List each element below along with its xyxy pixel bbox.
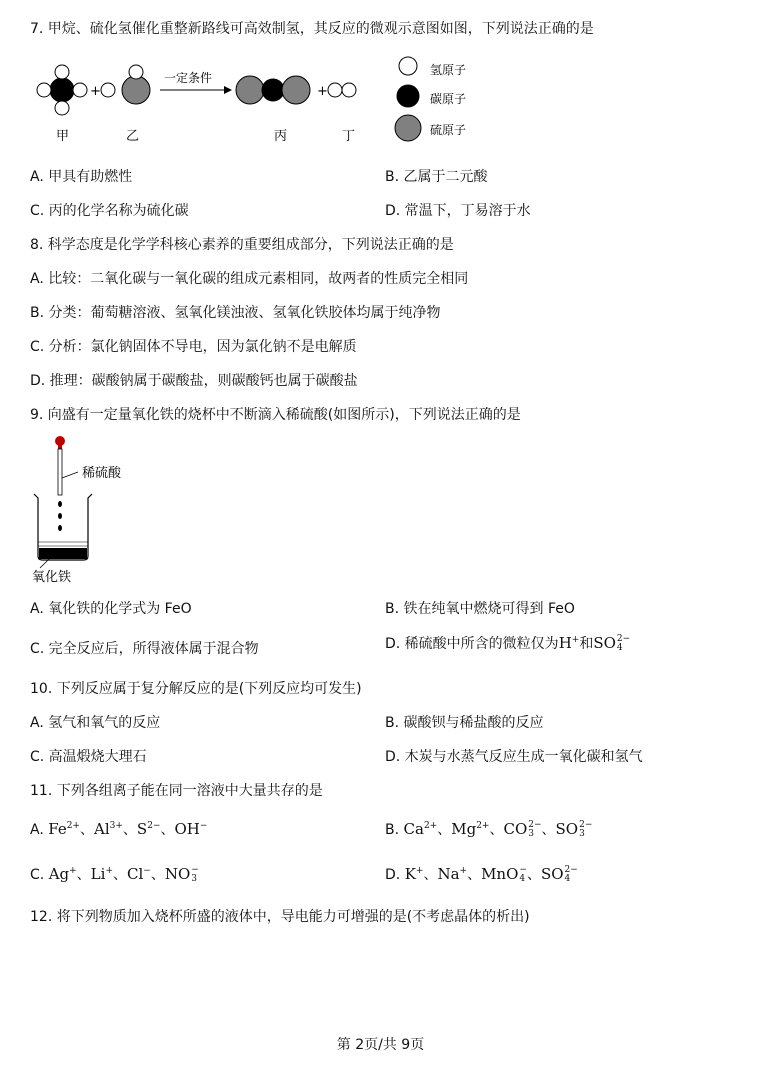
q8-stem: 8. 科学态度是化学学科核心素养的重要组成部分，下列说法正确的是 [30,237,454,253]
q8-option-a: A. 比较：二氧化碳与一氧化碳的组成元素相同，故两者的性质完全相同 [30,271,469,287]
separator: 、 [150,867,165,883]
molecule-bing [236,76,310,104]
label-ding: 丁 [342,129,356,144]
label-bing: 丙 [274,129,288,144]
separator: 、 [437,822,452,838]
q8-option-c: C. 分析：氯化钠固体不导电，因为氯化钠不是电解质 [30,339,357,355]
ion-formula: NO − 3 [164,865,199,884]
ion-formula: SO 2− 4 [540,865,578,884]
q10-option-a: A. 氢气和氧气的反应 [30,715,161,731]
q9-option-c: C. 完全反应后，所得液体属于混合物 [30,641,259,657]
ferric-oxide-solid [39,548,87,559]
option-label: C. [30,867,49,883]
molecule-yi [101,65,150,104]
q7-option-d: D. 常温下，丁易溶于水 [385,203,531,219]
ion-formula: Cl− [126,865,151,883]
ion-formula: CO 2− 3 [503,820,542,839]
q7-option-a: A. 甲具有助燃性 [30,169,133,185]
svg-text:硫原子: 硫原子 [430,123,467,137]
page-footer: 第 2页/共 9页 [336,1037,425,1053]
ion-formula: $Ca^{2+}$ [403,820,438,838]
q7-reaction-diagram [28,52,488,152]
q9-stem: 9. 向盛有一定量氧化铁的烧杯中不断滴入稀硫酸(如图所示)，下列说法正确的是 [30,407,521,423]
separator: 、 [467,867,482,883]
q11-stem: 11. 下列各组离子能在同一溶液中大量共存的是 [30,783,323,799]
q9-option-a: A. 氧化铁的化学式为 FeO [30,601,192,617]
svg-text:氢原子: 氢原子 [430,63,467,77]
ion-formula: $Mg^{2+}$ [451,820,490,838]
dropper-bulb [55,436,65,446]
separator: 、 [489,822,504,838]
q7-stem: 7. 甲烷、硫化氢催化重整新路线可高效制氢，其反应的微观示意图如图，下列说法正确的是 [30,21,594,37]
plus-sign-1: + [90,84,101,99]
svg-text:碳原子: 碳原子 [430,92,467,106]
q8-option-b: B. 分类：葡萄糖溶液、氢氧化镁浊液、氢氧化铁胶体均属于纯净物 [30,305,441,321]
q10-option-b: B. 碳酸钡与稀盐酸的反应 [385,715,544,731]
q7-option-b: B. 乙属于二元酸 [385,169,488,185]
q9-beaker-diagram [28,434,188,586]
q11-option-b [385,819,592,839]
ion-formula: K+ [404,865,424,883]
acid-label: 稀硫酸 [82,466,122,481]
ion-formula: SO 2− 3 [555,820,593,839]
option-label: B. [385,822,404,838]
q12-stem: 12. 将下列物质加入烧杯所盛的液体中，导电能力可增强的是(不考虑晶体的析出) [30,909,530,925]
solid-label: 氧化铁 [32,570,72,585]
separator: 、 [526,867,541,883]
separator: 、 [541,822,556,838]
q8-option-d: D. 推理：碳酸钠属于碳酸盐，则碳酸钙也属于碳酸盐 [30,373,358,389]
separator: 、 [160,822,175,838]
molecule-ding [328,83,356,97]
label-yi: 乙 [126,129,140,144]
q11-option-c [30,864,199,884]
ion-formula: $Al^{3+}$ [93,820,123,838]
option-label: A. [30,822,49,838]
q7-option-c: C. 丙的化学名称为硫化碳 [30,203,189,219]
plus-sign-2: + [317,84,328,99]
ion-formula: Na+ [437,865,468,883]
q11-option-d [385,864,578,884]
option-label: D. [385,867,405,883]
q9-option-b: B. 铁在纯氧中燃烧可得到 FeO [385,601,575,617]
dropper-tube [58,449,62,495]
reaction-condition: 一定条件 [164,71,213,85]
q10-option-d: D. 木炭与水蒸气反应生成一氧化碳和氢气 [385,749,643,765]
separator: 、 [122,822,137,838]
ion-formula: Ag+ [48,865,77,883]
label-jia: 甲 [56,129,70,144]
q9-option-d: D. 稀硫酸中所含的微粒仅为H+和SO 2− 4 [385,634,631,653]
legend [395,57,466,141]
separator: 、 [112,867,127,883]
q10-option-c: C. 高温煅烧大理石 [30,749,147,765]
separator: 、 [76,867,91,883]
ion-formula: MnO − 4 [481,865,527,884]
ion-formula: $S^{2-}$ [136,820,161,838]
ion-formula: OH− [174,820,208,838]
q10-stem: 10. 下列反应属于复分解反应的是(下列反应均可发生) [30,681,362,697]
separator: 、 [423,867,438,883]
molecule-jia [37,65,87,115]
q11-option-a [30,819,207,839]
ion-formula: $Fe^{2+}$ [48,820,80,838]
separator: 、 [79,822,94,838]
ion-formula: Li+ [90,865,113,883]
